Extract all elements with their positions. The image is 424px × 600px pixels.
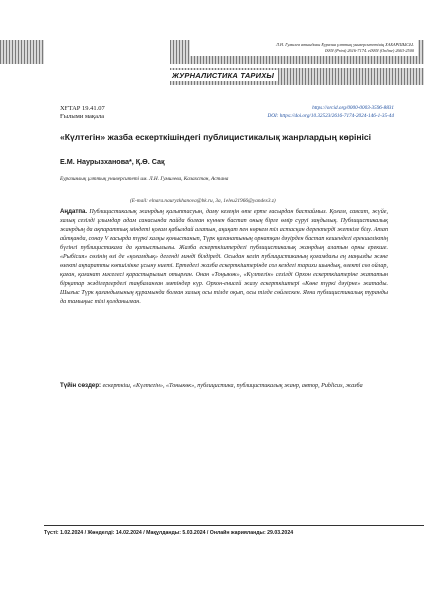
keywords-label: Түйін сөздер: xyxy=(60,382,102,389)
header-pattern-left xyxy=(0,40,44,64)
identifiers xyxy=(268,104,394,120)
abstract-text: Публицистикалық жанрдың қалыптасуын, даму кезеңін өте ерте ғасырдан бастаймыз. Қоғам, саясат, жүйе, халық сезілді ұлымдар адам санасында пайда болған күннен бастап оның бірге өмір сүруі заңдылық. Публицистикалық жанрдың да ақпараттық міндеті қоғам қабылдай алатын, ақиқат пен көркем тіл астасқан деректерді жеткізе білу. Атап айтқанда, сонау V ғасырда түркі халқы қоныстанып, Түрк қағанатының орнатқан дәуірден бастап кешендегі ерекшеліктің бүгінгі публицистикаға да қатыстылығы. Жазба ескерткіштердегі публицистикалық жанрдың алатын орны ерекше. «Рыбісия» сөзінің өзі де «қоғамдық» дегенді мәнді білдіреді. Осыдан келіп публицистиканың қоғамдағы ең маңызды және өзекті ақпаратты көпшілікке ұсыну ниеті. Ертедегі жазба ескерткіштерінде сол кездегі тарихи шындық, өзекті сөз ойлар, қаған, қағанат мәселесі қарастырылып отырған. Онан «Тоңыкөк», «Күлтегін» сезілді Орхон ескерткіштеріне жататын бірқатар жәдігерлердегі таңбаланған мәтіндер күр. Орхон-енисей жазу ескерткіштері «Көне түркі дәуірне» жатады. Шығыс Түрк қағандығының құрамында болған халық осы тілде оқып, осы тілде сөйлескен. Яғни публицистикалық туранды да тамыңыс тілі қолданылған. xyxy=(60,209,388,305)
doi-link[interactable]: DOI: https://doi.org/10.32523/2616-7174-2024-146-1-35-44 xyxy=(267,113,394,119)
journal-name: Л.Н. Гумилев атындағы Еуразия ұлттық университетінің ХАБАРШЫСЫ. xyxy=(276,42,414,47)
abstract xyxy=(60,208,388,306)
section-title: ЖУРНАЛИСТИКА ТАРИХЫ xyxy=(168,70,278,81)
authors: Е.М. Наурызханова*, Қ.Ө. Сақ xyxy=(60,157,165,166)
keywords-text: ескерткіш, «Күлтегін», «Тоныкөк», публицистика, публицистикалық жанр, автор, Publicus, жазба xyxy=(102,383,363,389)
footer-rule xyxy=(44,525,424,526)
journal-header xyxy=(190,40,418,56)
journal-issn: ISSN (Print) 2616-7174. eISSN (Online) 2663-2500 xyxy=(324,48,414,53)
affiliation: Еуразиялық ұлттық университеті им. Л.Н. Гумилева, Казахстан, Астана xyxy=(60,176,229,182)
keywords xyxy=(60,382,388,391)
author-emails: (E-mail: elnara.nauryzkhanova@bk.ru, 3a, 1eleu21966@yandex3.z) xyxy=(130,198,276,204)
abstract-label: Аңдатпа. xyxy=(60,208,88,215)
article-title: «Күлтегін» жазба ескерткішіндегі публицистикалық жанрлардың көрінісі xyxy=(60,132,372,142)
publication-dates: Түсті: 1.02.2024 / Жөнделді: 14.02.2024 / Мақұлданды: 5.03.2024 / Онлайн жарияланды: 29.03.2024 xyxy=(44,530,294,536)
article-meta xyxy=(60,105,105,121)
article-type: Ғылыми мақала xyxy=(60,113,105,120)
orcid-link[interactable]: https://orcid.org/0000-0003-3596-8831 xyxy=(312,105,394,111)
classification-code: ХҒТАР 19.41.07 xyxy=(60,105,105,112)
